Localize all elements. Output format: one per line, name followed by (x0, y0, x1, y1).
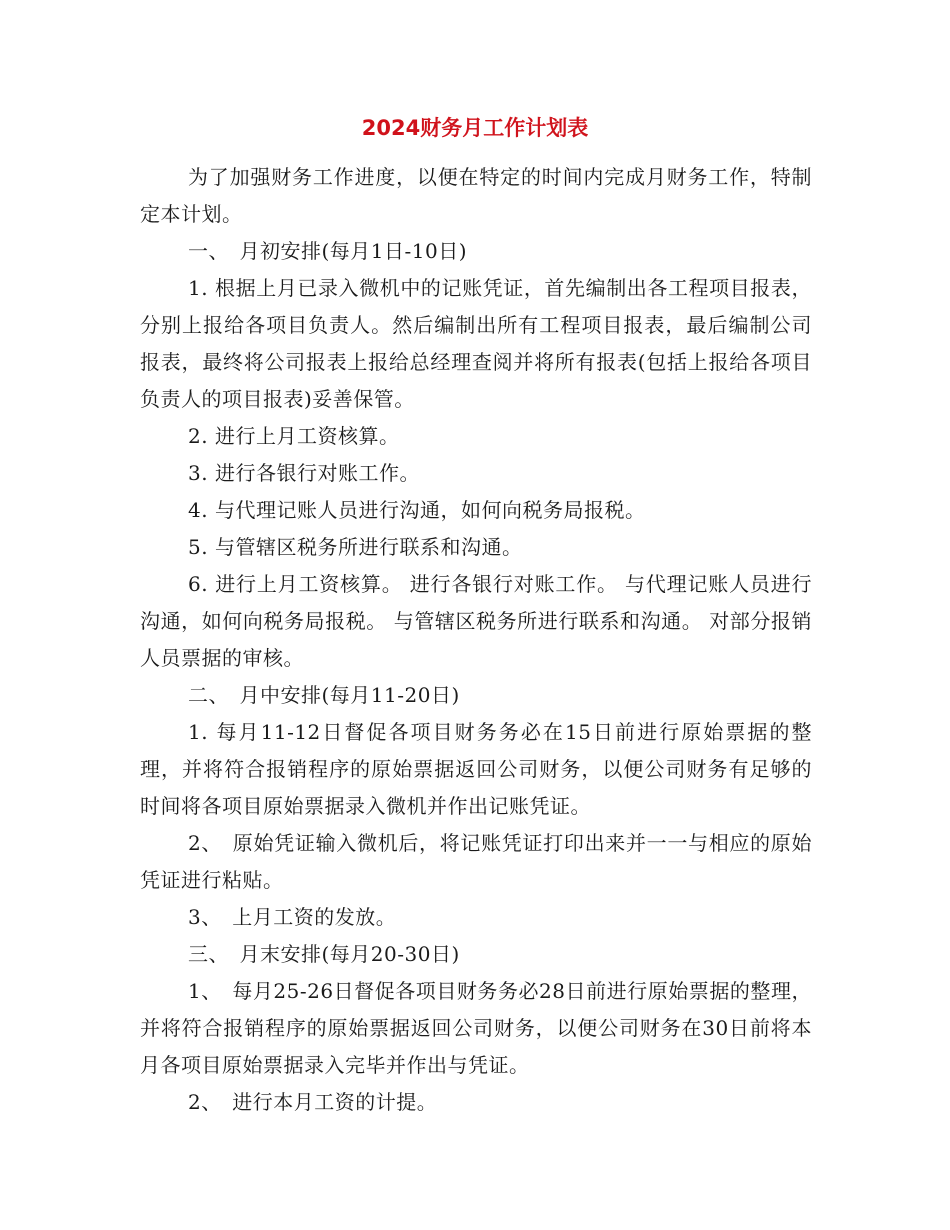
paragraph-item: 6. 进行上月工资核算。 进行各银行对账工作。 与代理记账人员进行沟通，如何向税务局报税。 与管辖区税务所进行联系和沟通。 对部分报销人员票据的审核。 (140, 572, 812, 670)
paragraph-item: 3、 上月工资的发放。 (188, 905, 397, 929)
paragraph-item: 1. 根据上月已录入微机中的记账凭证，首先编制出各工程项目报表，分别上报给各项目负责人。然后编制出所有工程项目报表，最后编制公司报表，最终将公司报表上报给总经理查阅并将所有报表(包括上报给各项目负责人的项目报表)妥善保管。 (140, 276, 812, 411)
paragraph-item: 4. 与代理记账人员进行沟通，如何向税务局报税。 (188, 498, 646, 522)
paragraph-item: 2、 进行本月工资的计提。 (188, 1090, 438, 1114)
paragraph-item: 2. 进行上月工资核算。 (188, 424, 400, 448)
section-heading-end-month: 三、 月末安排(每月20-30日) (188, 942, 460, 966)
document-title: 2024财务月工作计划表 (361, 116, 589, 140)
paragraph-item: 3. 进行各银行对账工作。 (188, 461, 420, 485)
section-heading-early-month: 一、 月初安排(每月1日-10日) (188, 239, 468, 263)
paragraph-intro: 为了加强财务工作进度，以便在特定的时间内完成月财务工作，特制定本计划。 (140, 165, 812, 226)
paragraph-item: 2、 原始凭证输入微机后，将记账凭证打印出来并一一与相应的原始凭证进行粘贴。 (140, 831, 812, 892)
document-body (140, 159, 812, 1121)
paragraph-item: 1. 每月11-12日督促各项目财务务必在15日前进行原始票据的整理，并将符合报销程序的原始票据返回公司财务，以便公司财务有足够的时间将各项目原始票据录入微机并作出记账凭证。 (140, 720, 812, 818)
section-heading-mid-month: 二、 月中安排(每月11-20日) (188, 683, 460, 707)
paragraph-item: 1、 每月25-26日督促各项目财务务必28日前进行原始票据的整理，并将符合报销程序的原始票据返回公司财务，以便公司财务在30日前将本月各项目原始票据录入完毕并作出与凭证。 (140, 979, 812, 1077)
paragraph-item: 5. 与管辖区税务所进行联系和沟通。 (188, 535, 523, 559)
